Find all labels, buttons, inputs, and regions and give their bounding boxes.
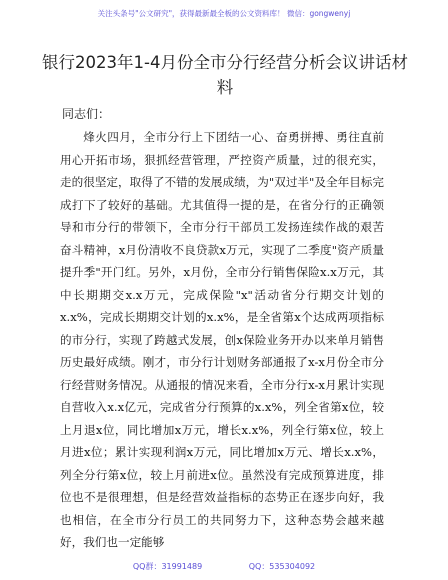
header-banner: 关注头条号"公文研究"，获得最新最全板的公文资料库！ 微信：gongwenyj [97, 9, 351, 18]
document-title: 银行2023年1-4月份全市分行经营分析会议讲话材料 [42, 53, 408, 97]
footer [0, 561, 448, 572]
body-paragraph: 烽火四月，全市分行上下团结一心、奋勇拼搏、勇往直前用心开拓市场，狠抓经营管理，严控资产质量，过的很充实，走的很坚定，取得了不错的发展成绩，为"双过半"及全年目标完成打下了较好的基础。尤其值得一提的是，在省分行的正确领导和市分行的带领下，全市分行干部员工发扬连续作战的艰苦奋斗精神，x月份清收不良贷款x万元，实现了二季度"资产质量提升季"开门红。另外，x月份，全市分行销售保险x.x万元，其中长期期交x.x万元，完成保险"x"活动省分行期交计划的x.x%，完成长期期交计划的x.x%，是全省第x个达成两项指标的市分行，实现了跨越式发展，创x保险业务开办以来单月销售历史最好成绩。刚才，市分行计划财务部通报了x-x月份全市分行经营财务情况。从通报的情况来看，全市分行x-x月累计实现自营收入x.x亿元，完成省分行预算的x.x%，列全省第x位，较上月退x位，同比增加x万元，增长x.x%，列全行第x位，较上月进x位；累计实现利润x万元，同比增加x万元、增长x.x%，列全分行第x位，较上月前进x位。虽然没有完成预算进度，排位也不是很理想，但是经营效益指标的态势正在逐步向好，我也相信，在全市分行员工的共同努力下，这种态势会越来越好，我们也一定能够 [60, 130, 384, 549]
footer-qq-contact: QQ：535304092 [248, 562, 316, 571]
footer-qq-group: QQ群：31991489 [132, 562, 203, 571]
salutation: 同志们： [62, 107, 111, 121]
